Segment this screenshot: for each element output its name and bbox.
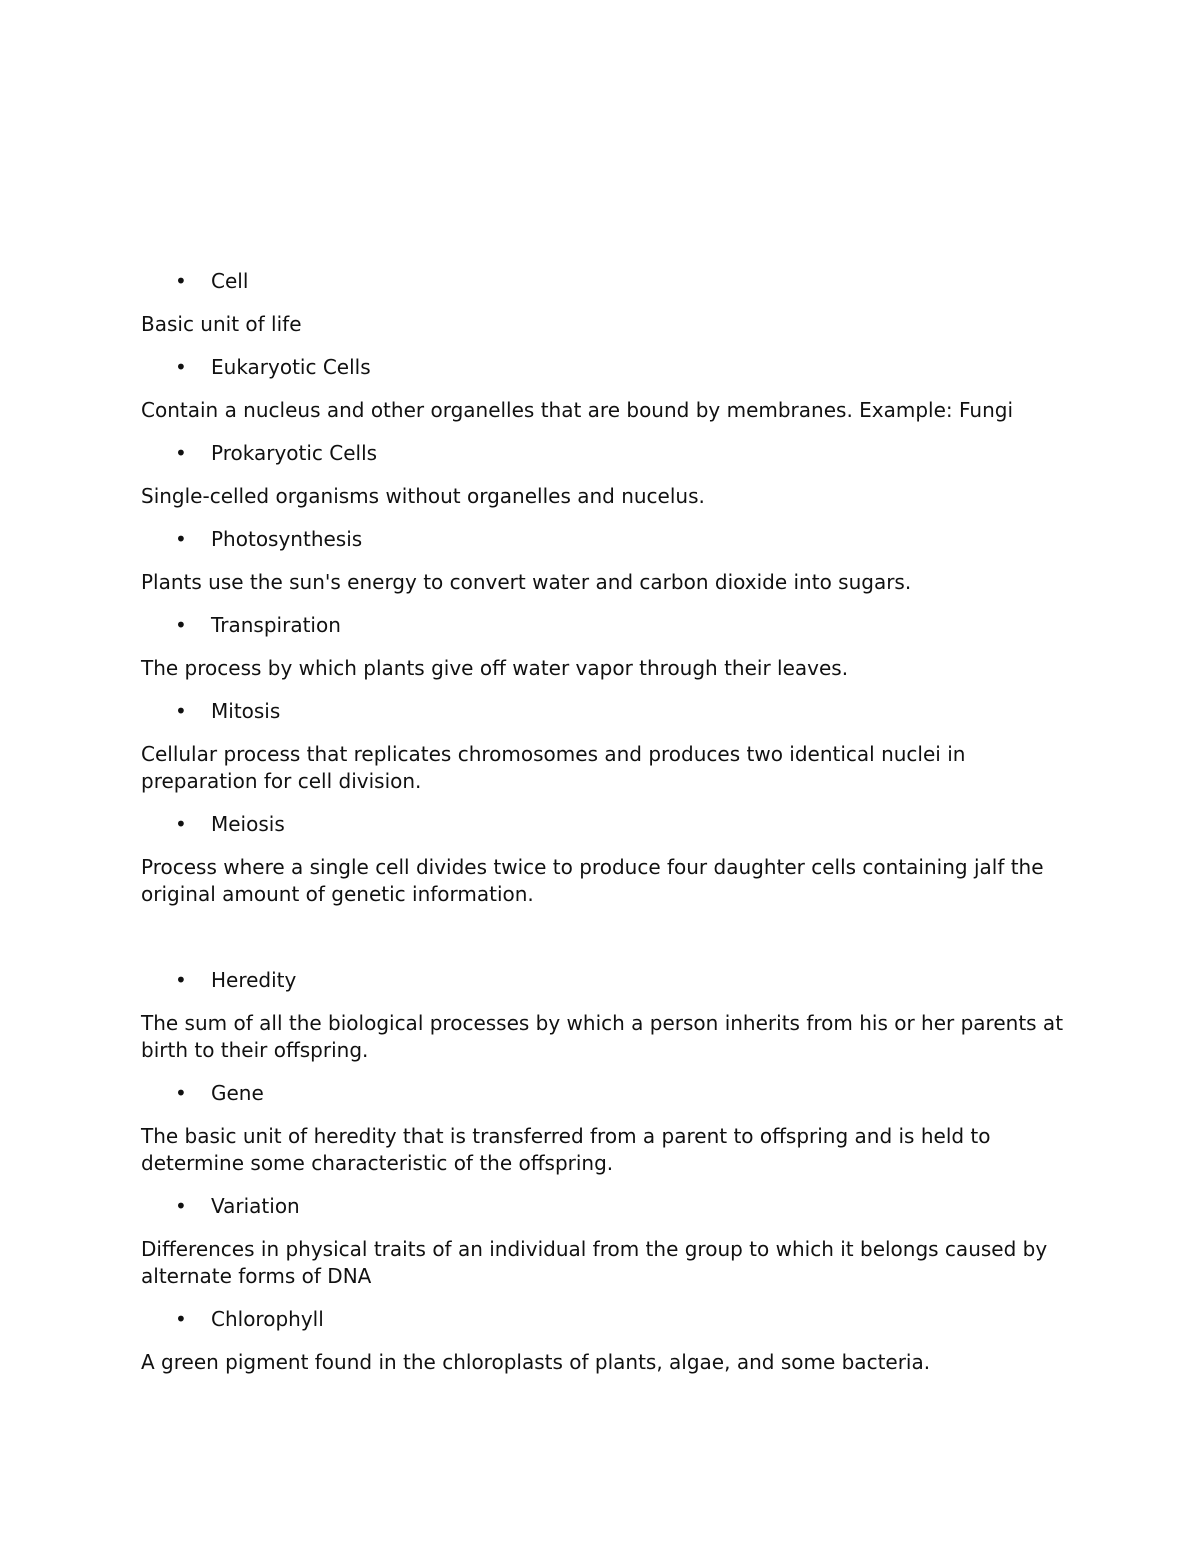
list-item-term	[141, 811, 1071, 838]
term-label: Photosynthesis	[211, 527, 363, 551]
bullet-icon: •	[175, 1194, 187, 1218]
definition-text: Contain a nucleus and other organelles that are bound by membranes. Example: Fungi	[141, 398, 1014, 422]
bullet-icon: •	[175, 699, 187, 723]
list-item-term	[141, 1080, 1071, 1107]
definition-text: Process where a single cell divides twice to produce four daughter cells containing jalf the original amount of genetic information.	[141, 855, 1044, 906]
bullet-icon: •	[175, 613, 187, 637]
bullet-icon: •	[175, 968, 187, 992]
definition-text: A green pigment found in the chloroplasts of plants, algae, and some bacteria.	[141, 1350, 931, 1374]
definition-text: Cellular process that replicates chromosomes and produces two identical nuclei in preparation for cell division.	[141, 742, 966, 793]
list-item-term	[141, 612, 1071, 639]
bullet-icon: •	[175, 441, 187, 465]
list-item-term	[141, 268, 1071, 295]
term-label: Eukaryotic Cells	[211, 355, 371, 379]
list-item-term	[141, 526, 1071, 553]
term-label: Variation	[211, 1194, 300, 1218]
list-item-term	[141, 440, 1071, 467]
list-item-term	[141, 698, 1071, 725]
term-label: Meiosis	[211, 812, 285, 836]
blank-paragraph	[141, 924, 1071, 967]
bullet-icon: •	[175, 812, 187, 836]
bullet-icon: •	[175, 355, 187, 379]
definition-text: Single-celled organisms without organelles and nucelus.	[141, 484, 705, 508]
list-item-term	[141, 967, 1071, 994]
definition-text: Differences in physical traits of an individual from the group to which it belongs caused by alternate forms of DNA	[141, 1237, 1048, 1288]
term-label: Prokaryotic Cells	[211, 441, 378, 465]
term-label: Transpiration	[211, 613, 341, 637]
definition-text: The sum of all the biological processes by which a person inherits from his or her parents at birth to their offspring.	[141, 1011, 1064, 1062]
term-label: Heredity	[211, 968, 297, 992]
bullet-icon: •	[175, 1081, 187, 1105]
definition-text: The basic unit of heredity that is transferred from a parent to offspring and is held to determine some characteristic of the offspring.	[141, 1124, 991, 1175]
document-body	[141, 268, 1071, 1392]
term-label: Mitosis	[211, 699, 281, 723]
definition-text: Basic unit of life	[141, 312, 302, 336]
term-label: Chlorophyll	[211, 1307, 324, 1331]
term-label: Cell	[211, 269, 249, 293]
list-item-term	[141, 1306, 1071, 1333]
definition-text: The process by which plants give off water vapor through their leaves.	[141, 656, 849, 680]
list-item-term	[141, 1193, 1071, 1220]
term-label: Gene	[211, 1081, 264, 1105]
bullet-icon: •	[175, 527, 187, 551]
definition-text: Plants use the sun's energy to convert water and carbon dioxide into sugars.	[141, 570, 912, 594]
bullet-icon: •	[175, 269, 187, 293]
bullet-icon: •	[175, 1307, 187, 1331]
list-item-term	[141, 354, 1071, 381]
